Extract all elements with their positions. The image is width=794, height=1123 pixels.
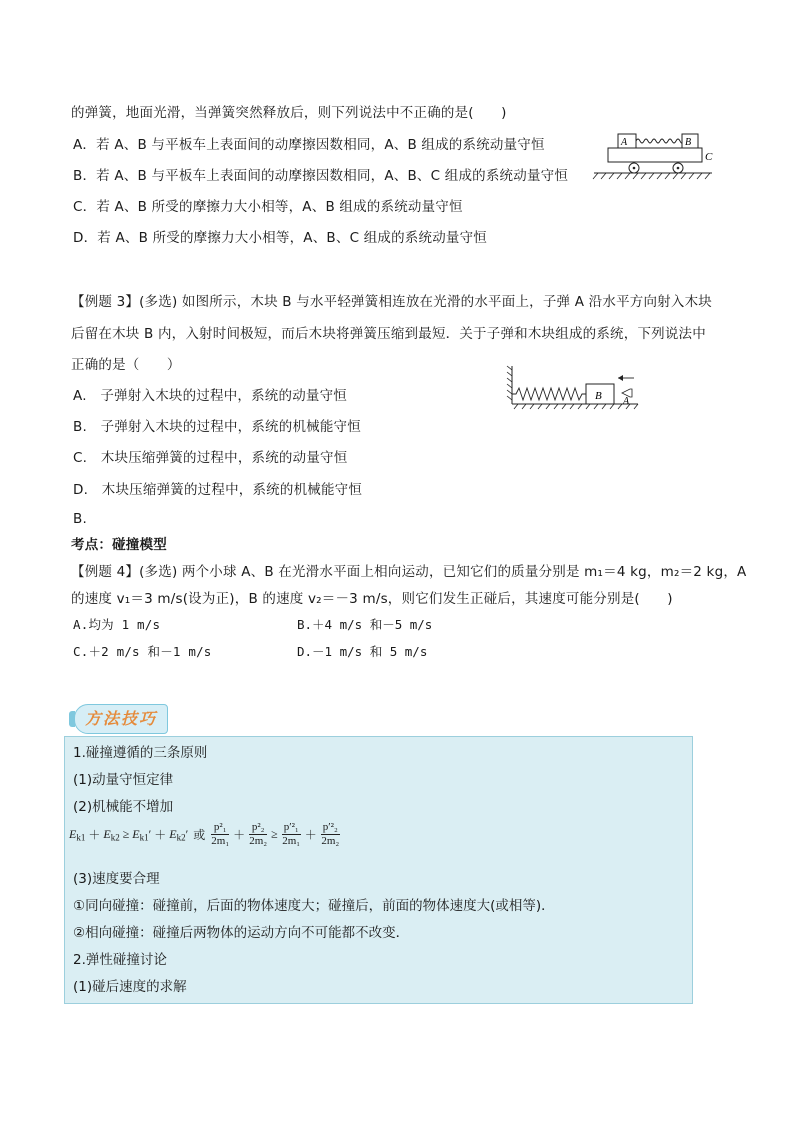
section-heading: 考点：碰撞模型: [71, 537, 167, 553]
energy-inequality-formula: $E_{k1} + E_{k2} \ge E_{k1}' + E_{k2}'$ 或 $\frac{\text{p²₁}}{\text{2m₁}}$ ＋ $\frac{\text{p²₂}}{\text{2m₂}}$ ≥ $\frac{\text{p′²₁}}{\text{2m₁}}$ ＋ $\frac{\text{p′²₂}}{\text{2m₂}}$: [69, 821, 340, 847]
ex3-line2: 后留在木块 B 内，入射时间极短，而后木块将弹簧压缩到最短．关于子弹和木块组成的系统，下列说法中: [71, 326, 706, 342]
spring: [512, 388, 586, 400]
ex4-line1: 【例题 4】(多选) 两个小球 A、B 在光滑水平面上相向运动，已知它们的质量分别是 m₁＝4 kg，m₂＝2 kg，A: [71, 564, 747, 580]
frac4-den: 2m₂: [321, 835, 340, 847]
q2-option-b: B．若 A、B 与平板车上表面间的动摩擦因数相同，A、B、C 组成的系统动量守恒: [73, 168, 569, 184]
frac1-den: 2m₁: [211, 835, 230, 847]
tips-line-5: ①同向碰撞：碰撞前，后面的物体速度大；碰撞后，前面的物体速度大(或相等)．: [73, 898, 555, 914]
tips-line-4: (3)速度要合理: [73, 871, 160, 887]
label-a: A: [621, 137, 628, 148]
spring-block-figure: [506, 362, 642, 410]
ex4-option-d: D.－1 m/s 和 5 m/s: [297, 644, 428, 659]
q2-option-a: A．若 A、B 与平板车上表面间的动摩擦因数相同，A、B 组成的系统动量守恒: [73, 137, 545, 153]
ex3-line1: 【例题 3】(多选) 如图所示，木块 B 与水平轻弹簧相连放在光滑的水平面上，子弹 A 沿水平方向射入木块: [71, 294, 712, 310]
ex3-option-c: C. 木块压缩弹簧的过程中，系统的动量守恒: [73, 450, 348, 466]
ex4-option-a: A.均为 1 m/s: [73, 617, 161, 632]
label-a: A: [623, 396, 630, 407]
ex3-option-b: B. 子弹射入木块的过程中，系统的机械能守恒: [73, 419, 361, 435]
tips-line-2: (1)动量守恒定律: [73, 772, 174, 788]
label-c: C: [705, 151, 713, 163]
tips-line-1: 1.碰撞遵循的三条原则: [73, 745, 208, 761]
ex3-answer: B.: [73, 511, 87, 527]
q2-option-c: C．若 A、B 所受的摩擦力大小相等，A、B 组成的系统动量守恒: [73, 199, 463, 215]
q2-stem: 的弹簧，地面光滑，当弹簧突然释放后，则下列说法中不正确的是( ): [71, 105, 507, 121]
cart-figure: [590, 126, 720, 182]
frac2-num: p²₂: [249, 821, 267, 835]
ex3-option-a: A. 子弹射入木块的过程中，系统的动量守恒: [73, 388, 347, 404]
spring: [636, 139, 682, 143]
ex4-option-b: B.＋4 m/s 和－5 m/s: [297, 617, 433, 632]
tips-line-3: (2)机械能不增加: [73, 799, 174, 815]
frac3-num: p′²₁: [283, 821, 299, 833]
arrowhead-icon: [618, 375, 623, 381]
frac2-den: 2m₂: [249, 835, 268, 847]
frac1-num: p²₁: [211, 821, 229, 835]
tips-line-7: 2.弹性碰撞讨论: [73, 952, 167, 968]
ex4-option-c: C.＋2 m/s 和－1 m/s: [73, 644, 212, 659]
ex3-option-d: D. 木块压缩弹簧的过程中，系统的机械能守恒: [73, 482, 363, 498]
ex3-line3: 正确的是（ ）: [71, 357, 181, 373]
method-tips-badge: 方法技巧: [74, 704, 168, 734]
formula-or: 或: [193, 828, 206, 842]
label-b: B: [685, 137, 692, 148]
ex4-line2: 的速度 v₁＝3 m/s(设为正)，B 的速度 v₂＝－3 m/s，则它们发生正碰后，其速度可能分别是( ): [71, 591, 673, 607]
tips-line-8: (1)碰后速度的求解: [73, 979, 187, 995]
frac3-den: 2m₁: [282, 835, 301, 847]
method-tips-box: [64, 736, 693, 1004]
frac4-num: p′²₂: [322, 821, 338, 833]
cart-plank: [608, 148, 702, 162]
tips-line-6: ②相向碰撞：碰撞后两物体的运动方向不可能都不改变．: [73, 925, 410, 941]
q2-option-d: D．若 A、B 所受的摩擦力大小相等，A、B、C 组成的系统动量守恒: [73, 230, 487, 246]
label-b: B: [595, 390, 602, 402]
